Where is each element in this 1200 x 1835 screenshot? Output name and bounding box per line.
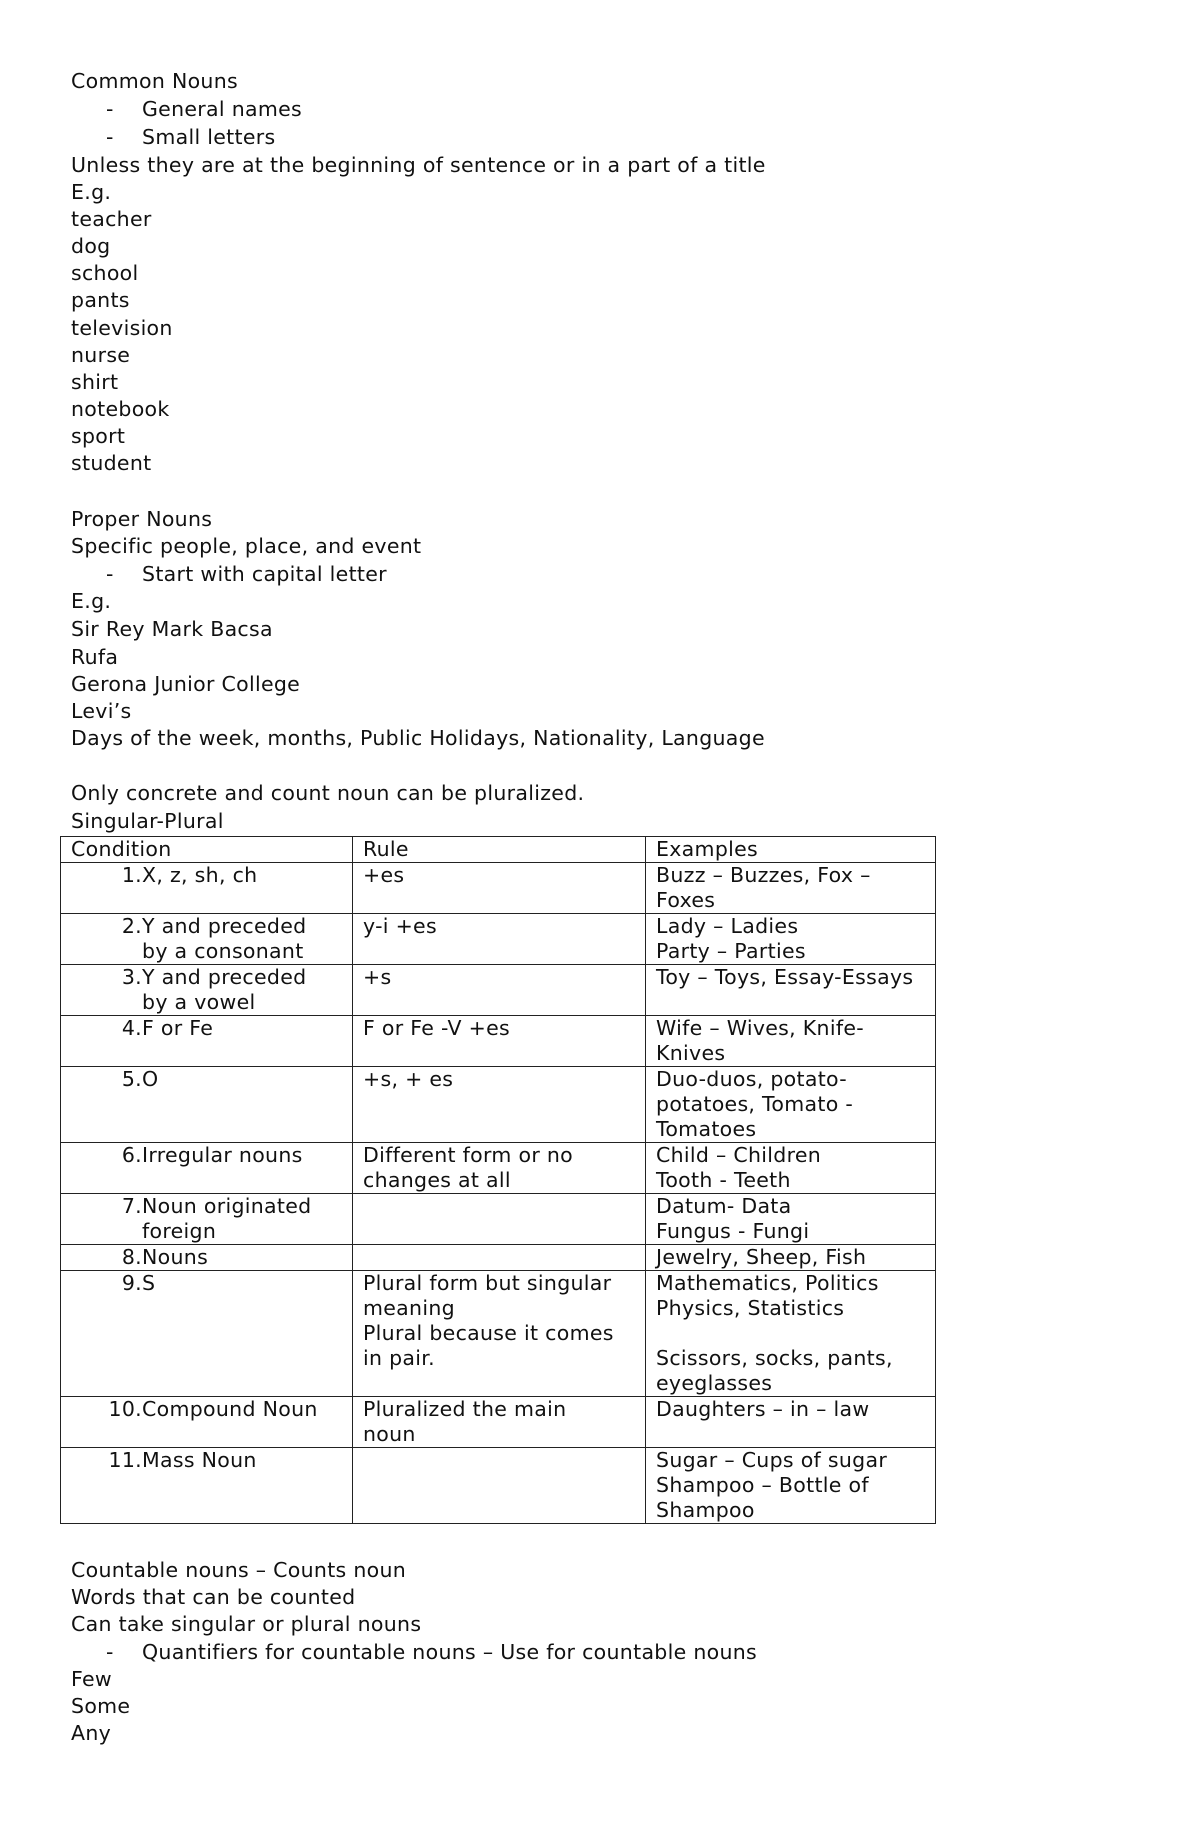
rule-cell <box>353 1448 646 1524</box>
proper-nouns-desc: Specific people, place, and event <box>71 534 422 558</box>
bullet-dash: - <box>106 125 114 149</box>
common-nouns-note: Unless they are at the beginning of sentence or in a part of a title <box>71 153 766 177</box>
condition-number: 4. <box>121 1016 142 1040</box>
rule-cell <box>353 1194 646 1245</box>
bullet-dash: - <box>106 1640 114 1664</box>
quantifier-item: Few <box>71 1667 112 1691</box>
example-line: Fungus - Fungi <box>656 1219 810 1243</box>
quantifier-item: Some <box>71 1694 131 1718</box>
rule-line: Plural because it comes <box>363 1321 614 1345</box>
examples-cell <box>646 1245 936 1271</box>
condition-cell <box>61 965 353 1016</box>
example-word: teacher <box>71 207 152 231</box>
condition-cell <box>61 1194 353 1245</box>
rule-line: meaning <box>363 1296 455 1320</box>
condition-number: 2. <box>121 914 142 938</box>
table-row <box>61 1143 936 1194</box>
condition-item <box>71 863 344 888</box>
example-word: school <box>71 261 139 285</box>
condition-line: by a vowel <box>142 990 256 1014</box>
rule-cell <box>353 1397 646 1448</box>
condition-text <box>108 1448 344 1473</box>
condition-line: X, z, sh, ch <box>142 863 258 887</box>
plural-intro: Only concrete and count noun can be pluralized. <box>71 781 585 805</box>
condition-text <box>108 1271 344 1296</box>
column-header-examples: Examples <box>646 837 936 863</box>
countable-nouns-heading: Countable nouns – Counts noun <box>71 1558 407 1582</box>
example-line: Party – Parties <box>656 939 806 963</box>
condition-cell <box>61 1397 353 1448</box>
rule-line: in pair. <box>363 1346 435 1370</box>
table-row <box>61 914 936 965</box>
example-line: Jewelry, Sheep, Fish <box>656 1245 867 1269</box>
condition-text <box>108 1245 344 1270</box>
condition-item <box>71 1194 344 1244</box>
condition-line: F or Fe <box>142 1016 214 1040</box>
example-line: Foxes <box>656 888 716 912</box>
rule-line: Different form or no <box>363 1143 573 1167</box>
condition-text <box>108 1016 344 1041</box>
condition-item <box>71 1143 344 1168</box>
example-word: Rufa <box>71 645 119 669</box>
condition-item <box>71 1016 344 1041</box>
condition-line: Y and preceded <box>142 914 307 938</box>
common-nouns-heading: Common Nouns <box>71 69 238 93</box>
example-line: Duo-duos, potato- <box>656 1067 847 1091</box>
condition-line: Nouns <box>142 1245 209 1269</box>
condition-number: 7. <box>121 1194 142 1218</box>
condition-text <box>108 965 344 1015</box>
condition-cell <box>61 914 353 965</box>
rule-cell <box>353 1271 646 1397</box>
singular-plural-label: Singular-Plural <box>71 809 224 833</box>
countable-line: Can take singular or plural nouns <box>71 1612 422 1636</box>
examples-cell <box>646 1448 936 1524</box>
example-line: Physics, Statistics <box>656 1296 845 1320</box>
example-line: Shampoo – Bottle of <box>656 1473 869 1497</box>
example-line: Knives <box>656 1041 726 1065</box>
condition-line: S <box>142 1271 156 1295</box>
condition-line: Y and preceded <box>142 965 307 989</box>
example-word: Gerona Junior College <box>71 672 301 696</box>
bullet-text: General names <box>142 97 303 121</box>
quantifier-item: Any <box>71 1721 112 1745</box>
condition-number: 11. <box>108 1448 142 1472</box>
example-line: Datum- Data <box>656 1194 792 1218</box>
examples-cell <box>646 1397 936 1448</box>
example-line: Scissors, socks, pants, <box>656 1346 893 1370</box>
rule-line: Pluralized the main <box>363 1397 567 1421</box>
example-word: nurse <box>71 343 131 367</box>
condition-text <box>108 863 344 888</box>
rule-cell <box>353 914 646 965</box>
condition-number: 5. <box>121 1067 142 1091</box>
condition-item <box>71 1067 344 1092</box>
example-word: television <box>71 316 173 340</box>
condition-item <box>71 1271 344 1296</box>
table-row <box>61 1067 936 1143</box>
table-row <box>61 1397 936 1448</box>
example-word: dog <box>71 234 111 258</box>
rule-cell <box>353 1245 646 1271</box>
condition-item <box>71 1448 344 1473</box>
condition-line: foreign <box>142 1219 217 1243</box>
condition-number: 6. <box>121 1143 142 1167</box>
examples-cell <box>646 1271 936 1397</box>
example-line: Buzz – Buzzes, Fox – <box>656 863 871 887</box>
example-word: Sir Rey Mark Bacsa <box>71 617 273 641</box>
table-row <box>61 1271 936 1397</box>
table-row <box>61 1194 936 1245</box>
example-line: Sugar – Cups of sugar <box>656 1448 888 1472</box>
rule-cell <box>353 1067 646 1143</box>
example-line: potatoes, Tomato - <box>656 1092 854 1116</box>
rule-line: +es <box>363 863 405 887</box>
rule-line: Plural form but singular <box>363 1271 612 1295</box>
condition-number: 1. <box>121 863 142 887</box>
condition-cell <box>61 1271 353 1397</box>
example-word: shirt <box>71 370 119 394</box>
example-line: Toy – Toys, Essay-Essays <box>656 965 914 989</box>
rule-line: noun <box>363 1422 416 1446</box>
example-line: Lady – Ladies <box>656 914 799 938</box>
condition-text <box>108 1397 344 1422</box>
condition-number: 10. <box>108 1397 142 1421</box>
condition-text <box>108 1143 344 1168</box>
examples-cell <box>646 914 936 965</box>
example-line: eyeglasses <box>656 1371 773 1395</box>
examples-cell <box>646 965 936 1016</box>
condition-item <box>71 914 344 964</box>
condition-cell <box>61 1448 353 1524</box>
rule-line: y-i +es <box>363 914 437 938</box>
example-line: Shampoo <box>656 1498 755 1522</box>
rule-line: +s, + es <box>363 1067 454 1091</box>
condition-number: 9. <box>121 1271 142 1295</box>
rule-cell <box>353 1016 646 1067</box>
examples-cell <box>646 1016 936 1067</box>
condition-cell <box>61 1016 353 1067</box>
column-header-rule: Rule <box>353 837 646 863</box>
examples-cell <box>646 1143 936 1194</box>
example-line: Wife – Wives, Knife- <box>656 1016 864 1040</box>
condition-number: 3. <box>121 965 142 989</box>
rule-line: +s <box>363 965 392 989</box>
condition-item <box>71 1245 344 1270</box>
example-word: pants <box>71 288 130 312</box>
example-line <box>656 1321 927 1346</box>
column-header-condition: Condition <box>61 837 353 863</box>
eg-label: E.g. <box>71 589 112 613</box>
example-line: Child – Children <box>656 1143 822 1167</box>
condition-item <box>71 1397 344 1422</box>
bullet-text: Small letters <box>142 125 276 149</box>
bullet-text: Start with capital letter <box>142 562 387 586</box>
rule-line: F or Fe -V +es <box>363 1016 510 1040</box>
examples-cell <box>646 863 936 914</box>
bullet-text: Quantifiers for countable nouns – Use for countable nouns <box>142 1640 758 1664</box>
rule-cell <box>353 1143 646 1194</box>
example-word: Days of the week, months, Public Holidays, Nationality, Language <box>71 726 765 750</box>
example-word: notebook <box>71 397 170 421</box>
example-word: student <box>71 451 152 475</box>
example-line: Tooth - Teeth <box>656 1168 791 1192</box>
condition-text <box>108 1067 344 1092</box>
condition-cell <box>61 1143 353 1194</box>
condition-cell <box>61 863 353 914</box>
condition-line: by a consonant <box>142 939 304 963</box>
condition-text <box>108 1194 344 1244</box>
condition-text <box>108 914 344 964</box>
condition-cell <box>61 1067 353 1143</box>
condition-line: Irregular nouns <box>142 1143 303 1167</box>
condition-line: Mass Noun <box>142 1448 257 1472</box>
bullet-dash: - <box>106 97 114 121</box>
examples-cell <box>646 1194 936 1245</box>
table-header-row <box>61 837 936 863</box>
rule-cell <box>353 863 646 914</box>
table-row <box>61 1245 936 1271</box>
condition-number: 8. <box>121 1245 142 1269</box>
table-row <box>61 863 936 914</box>
rule-cell <box>353 965 646 1016</box>
examples-cell <box>646 1067 936 1143</box>
condition-cell <box>61 1245 353 1271</box>
rule-line: changes at all <box>363 1168 511 1192</box>
bullet-dash: - <box>106 562 114 586</box>
example-line: Mathematics, Politics <box>656 1271 879 1295</box>
proper-nouns-heading: Proper Nouns <box>71 507 213 531</box>
example-line: Tomatoes <box>656 1117 757 1141</box>
countable-line: Words that can be counted <box>71 1585 356 1609</box>
condition-line: Compound Noun <box>142 1397 318 1421</box>
example-word: sport <box>71 424 126 448</box>
example-word: Levi’s <box>71 699 132 723</box>
condition-line: Noun originated <box>142 1194 312 1218</box>
pluralization-rules-table <box>60 836 936 1524</box>
table-row <box>61 1448 936 1524</box>
example-line: Daughters – in – law <box>656 1397 870 1421</box>
condition-line: O <box>142 1067 159 1091</box>
condition-item <box>71 965 344 1015</box>
eg-label: E.g. <box>71 180 112 204</box>
table-row <box>61 965 936 1016</box>
table-row <box>61 1016 936 1067</box>
